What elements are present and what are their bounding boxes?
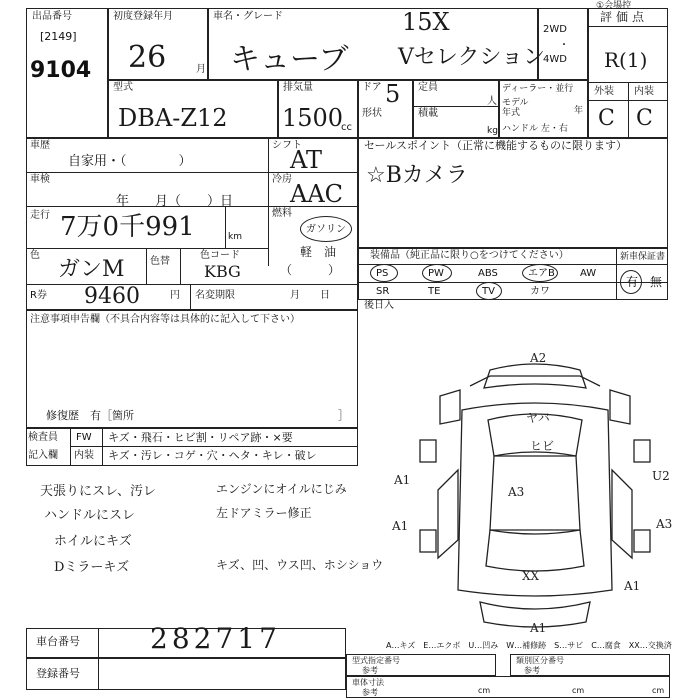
fuel-light-oil: 軽 油 xyxy=(300,245,337,259)
car-damage-diagram xyxy=(380,340,690,640)
recycle-label: R券 xyxy=(30,290,47,301)
mark-yaba: ヤバ xyxy=(526,411,551,425)
fuel-label: 燃料 xyxy=(272,208,292,219)
shift-value: AT xyxy=(290,146,323,174)
interior-items: キズ・汚レ・コゲ・穴・ヘタ・キレ・破レ xyxy=(108,449,317,462)
mileage-label: 走行 xyxy=(30,210,50,221)
category-ref: 参考 xyxy=(524,666,540,675)
dims-ref: 参考 xyxy=(362,688,378,697)
cooling-value: AAC xyxy=(290,180,344,208)
sales-point-label: セールスポイント（正常に機能するものに限ります） xyxy=(364,139,628,152)
mark-a1-left-mid: A1 xyxy=(392,519,409,533)
model-cube-hand: キューブ xyxy=(230,42,349,77)
capacity-label: 定員 xyxy=(418,82,438,93)
score-label: 評価点 xyxy=(600,10,649,24)
warranty-yes: 有 xyxy=(626,275,639,289)
warranty-label: 新車保証書 xyxy=(620,252,666,262)
mark-hibi: ヒビ xyxy=(530,439,555,453)
score-value: R(1) xyxy=(604,48,648,72)
equip-sr: SR xyxy=(376,286,390,297)
category-label: 類別区分番号 xyxy=(516,656,564,665)
exterior-value: C xyxy=(598,106,615,131)
equip-tv: TV xyxy=(482,286,495,297)
cc-unit: cc xyxy=(341,122,352,133)
dims-cm-1: cm xyxy=(478,686,491,695)
record-label: 記入欄 xyxy=(28,450,58,461)
person-unit: 人 xyxy=(487,96,497,107)
mileage-value: 7万0千991 xyxy=(60,212,195,242)
equip-airbag: エアB xyxy=(528,268,555,279)
drive-4wd: 4WD xyxy=(543,54,567,65)
cooling-label: 冷房 xyxy=(272,174,292,185)
mark-a1-left-top: A1 xyxy=(394,473,411,487)
name-change-value: 月 日 xyxy=(290,290,330,301)
type-value: DBA-Z12 xyxy=(118,104,228,132)
dims-cm-2: cm xyxy=(572,686,585,695)
usage-label: 車歴 xyxy=(30,140,50,151)
equip-tv-circle xyxy=(476,282,502,300)
inspection-value: 年 月（ ）日 xyxy=(116,194,234,209)
month-label: 月 xyxy=(196,64,206,75)
type-spec-ref: 参考 xyxy=(362,666,378,675)
dims-label: 車体寸法 xyxy=(352,678,384,687)
grade: Vセレクション xyxy=(398,45,546,70)
chassis-value: 282717 xyxy=(150,622,281,655)
hand-note-1: 天張りにスレ、汚レ xyxy=(40,484,156,499)
type-spec-label: 型式指定番号 xyxy=(352,656,400,665)
fuel-gasoline: ガソリン xyxy=(306,224,346,235)
mark-a1-bottom: A1 xyxy=(530,621,547,635)
mark-a3-right: A3 xyxy=(656,517,673,531)
caution-label: 注意事項申告欄（不具合内容等は具体的に記入して下さい） xyxy=(30,314,300,325)
shift-label: シフト xyxy=(272,140,302,151)
dims-cm-3: cm xyxy=(652,686,665,695)
color-value: ガンM xyxy=(58,257,125,282)
displacement-label: 排気量 xyxy=(283,82,313,93)
door-value: 5 xyxy=(385,80,401,108)
equip-airbag-circle xyxy=(522,264,558,282)
equip-ps-circle xyxy=(370,264,398,282)
venue-label: ①会場控 xyxy=(596,1,632,11)
hand-note-5: エンジンにオイルにじみ xyxy=(216,482,347,496)
first-reg-label: 初度登録年月 xyxy=(113,11,173,22)
warranty-yes-circle xyxy=(620,270,642,294)
model-year-label2: 年式 xyxy=(502,108,521,118)
drive-2wd: 2WD xyxy=(543,24,567,35)
equip-aw: AW xyxy=(580,268,597,279)
hand-note-3: ホイルにキズ xyxy=(54,534,132,549)
name-change-label: 名変期限 xyxy=(195,290,235,301)
fuel-gasoline-circle xyxy=(300,216,352,242)
handle-label: ハンドル 左・右 xyxy=(502,124,568,134)
warranty-no: 無 xyxy=(650,275,663,289)
equip-ps: PS xyxy=(376,268,389,279)
hand-note-4: Dミラーキズ xyxy=(54,560,130,575)
sales-point-box xyxy=(358,138,668,248)
mark-a3-center: A3 xyxy=(508,485,525,499)
model-name: 15X xyxy=(402,8,450,36)
displacement-value: 1500 xyxy=(282,104,344,132)
usage-value: 自家用・（ ） xyxy=(68,154,192,169)
hand-note-7: キズ、凹、ウス凹、ホシショウ xyxy=(216,558,384,572)
equip-pw-circle xyxy=(422,264,452,282)
model-year-label1: モデル xyxy=(502,98,529,108)
shape-label: 形状 xyxy=(362,108,382,119)
reg-label: 登録番号 xyxy=(36,667,80,680)
hand-note-2: ハンドルにスレ xyxy=(44,508,136,523)
sales-point-value: ☆Bカメラ xyxy=(366,163,468,188)
fuel-paren: （ ） xyxy=(280,263,341,277)
diagram-legend: A…キズ E…エクボ U…凹み W…補修跡 S…サビ C…腐食 XX…交換済 xyxy=(386,641,672,650)
lot-label: 出品番号 xyxy=(32,11,72,22)
chassis-label: 車台番号 xyxy=(36,635,80,648)
color-code-label: 色コード xyxy=(200,250,240,261)
dealer-label: ディーラー・並行 xyxy=(502,84,574,94)
yen-unit: 円 xyxy=(170,290,180,301)
mark-a2: A2 xyxy=(530,351,547,365)
color-code-value: KBG xyxy=(204,262,241,281)
door-label: ドア xyxy=(362,82,382,93)
type-label: 型式 xyxy=(113,82,133,93)
hand-note-6: 左ドアミラー修正 xyxy=(216,506,312,520)
repair-close: ］ xyxy=(338,409,349,422)
inspection-label: 車検 xyxy=(30,174,50,185)
year-unit: 年 xyxy=(574,106,584,116)
lot-number: 9104 xyxy=(30,58,92,83)
drive-dot: ・ xyxy=(559,40,569,51)
exterior-label: 外装 xyxy=(594,86,614,97)
fw-items: キズ・飛石・ヒビ割・リペア跡・×要 xyxy=(108,431,293,444)
equip-abs: ABS xyxy=(478,268,498,279)
color-no-label: 色替 xyxy=(150,256,170,267)
repair-label: 修復歴 有［箇所 xyxy=(46,409,134,422)
first-reg-year: 26 xyxy=(128,40,167,75)
mark-a1-right: A1 xyxy=(624,579,641,593)
model-label: 車名・グレード xyxy=(213,11,283,22)
dims-box xyxy=(346,676,670,698)
interior-value: C xyxy=(636,106,653,131)
equip-pw: PW xyxy=(428,268,444,279)
recycle-value: 9460 xyxy=(84,284,140,309)
color-label: 色 xyxy=(30,250,40,261)
kg-unit: kg xyxy=(487,126,498,136)
after-label: 後日入 xyxy=(364,300,394,311)
interior-rec-label: 内装 xyxy=(74,450,94,461)
inspector-label: 検査員 xyxy=(28,432,58,443)
fw-label: FW xyxy=(76,432,92,443)
km-unit: km xyxy=(228,232,242,242)
equipment-label: 装備品（純正品に限り○をつけてください） xyxy=(370,250,569,261)
mark-xx: XX xyxy=(522,569,540,583)
equip-te: TE xyxy=(428,286,441,297)
equip-kawa: カワ xyxy=(530,286,550,297)
lot-sub: [2149] xyxy=(40,30,77,43)
load-label: 積載 xyxy=(418,108,438,119)
interior-label: 内装 xyxy=(634,86,654,97)
mark-u2: U2 xyxy=(652,469,670,483)
